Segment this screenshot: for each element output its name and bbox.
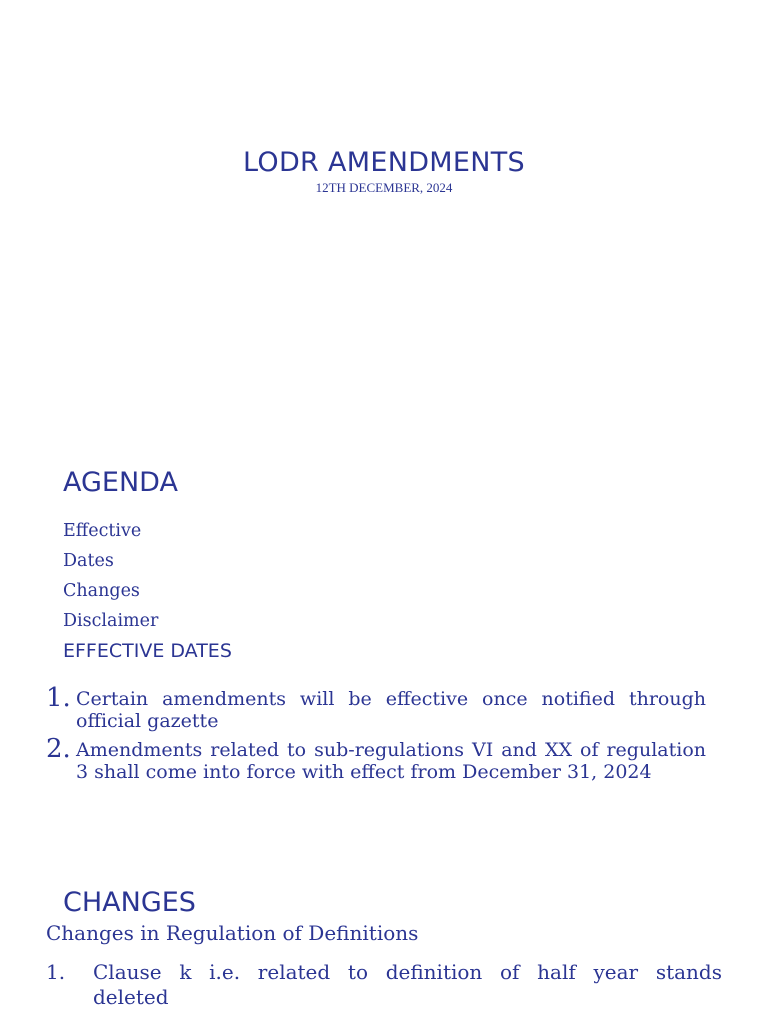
- list-item-text: Clause k i.e. related to definition of half year stands deleted: [93, 960, 722, 1009]
- list-item: [46, 734, 706, 783]
- list-item: [46, 683, 706, 732]
- agenda-heading: AGENDA: [63, 467, 178, 498]
- agenda-item: Effective: [63, 521, 142, 541]
- document-date: 12TH DECEMBER, 2024: [315, 180, 453, 195]
- agenda-item: Disclaimer: [63, 611, 159, 631]
- document-title: LODR AMENDMENTS: [243, 147, 525, 178]
- list-item-text: Amendments related to sub-regulations VI and XX of regulation 3 shall come into force with effect from December 31, 2024: [76, 739, 706, 783]
- changes-heading: CHANGES: [63, 887, 196, 918]
- changes-subheading: Changes in Regulation of Definitions: [46, 921, 419, 945]
- list-item-number: 1.: [46, 683, 71, 713]
- effective-dates-list: [46, 683, 706, 790]
- list-item: [46, 960, 722, 1010]
- list-item-number: 1.: [46, 960, 66, 984]
- list-item-number: 2.: [46, 734, 71, 764]
- agenda-list: [63, 518, 158, 638]
- effective-dates-heading: EFFECTIVE DATES: [63, 640, 232, 662]
- agenda-item: Changes: [63, 581, 140, 601]
- changes-list: [46, 960, 722, 1010]
- agenda-item: Dates: [63, 551, 114, 571]
- list-item-text: Certain amendments will be effective once notified through official gazette: [76, 688, 706, 732]
